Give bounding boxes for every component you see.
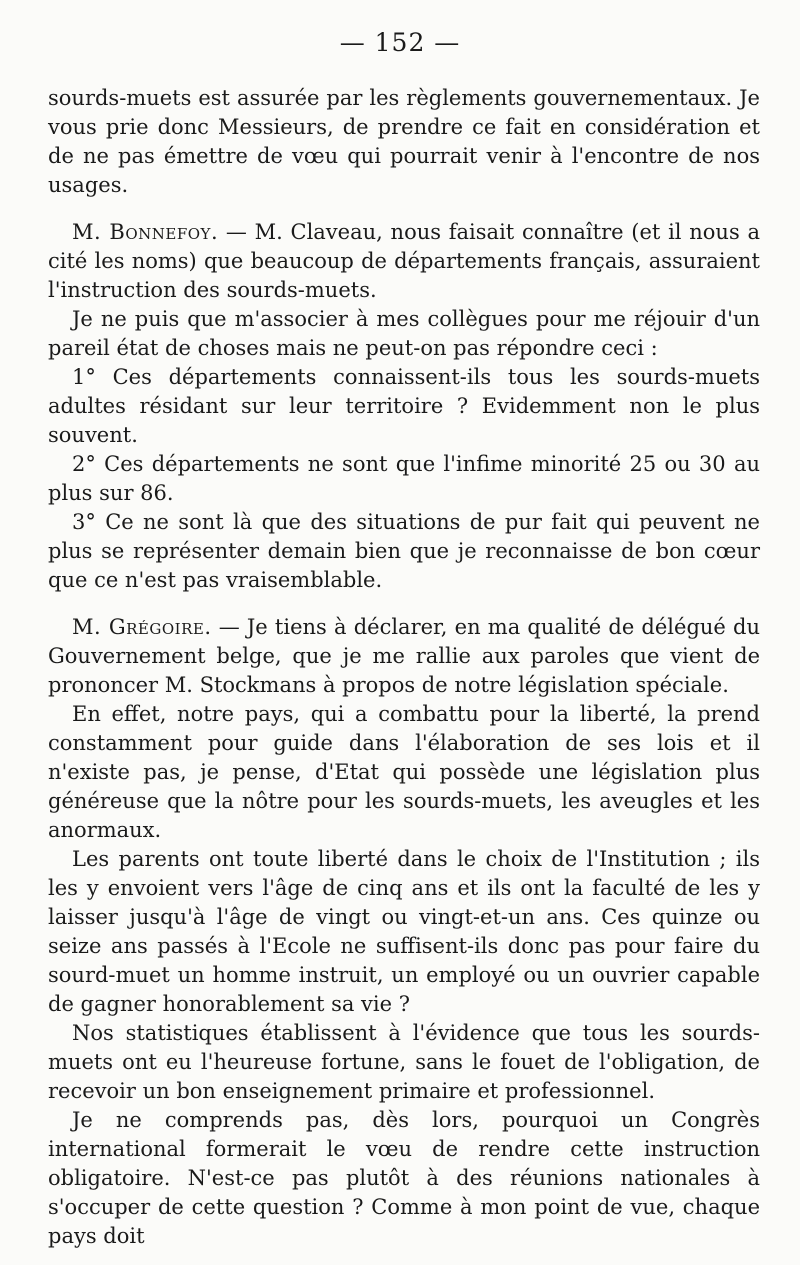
paragraph: Les parents ont toute liberté dans le choix de l'Institution ; ils les y envoient vers l'âge de cinq ans et ils ont la faculté de les y laisser jusqu'à l'âge de vingt ou vingt-et-un ans. Ces quinze ou seize ans passés à l'Ecole ne suffisent-ils donc pas pour faire du sourd-muet un homme instruit, un employé ou un ouvrier capable de gagner honorablement sa vie ? (48, 847, 760, 1016)
paragraph: Je ne comprends pas, dès lors, pourquoi un Congrès international formerait le vœu de rendre cette instruction obligatoire. N'est-ce pas plutôt à des réunions nationales à s'occuper de cette question ? Comme à mon point de vue, chaque pays doit (48, 1108, 760, 1248)
list-item: 1° Ces départements connaissent-ils tous les sourds-muets adultes résidant sur leur territoire ? Evidemment non le plus souvent. (48, 365, 760, 447)
paragraph: Je ne puis que m'associer à mes collègues pour me réjouir d'un pareil état de choses mais ne peut-on pas répondre ceci : (48, 307, 760, 360)
speech-text: — M. Claveau, nous faisait connaître (et il nous a cité les noms) que beaucoup de départements français, assuraient l'instruction des sourds-muets. (48, 220, 760, 302)
page-text (48, 84, 760, 1251)
speaker-name: M. Bonnefoy. (72, 220, 219, 244)
speech-text: — Je tiens à déclarer, en ma qualité de délégué du Gouvernement belge, que je me rallie aux paroles que vient de prononcer M. Stockmans à propos de notre législation spéciale. (48, 615, 761, 697)
paragraph: sourds-muets est assurée par les règlements gouvernementaux. Je vous prie donc Messieurs, de prendre ce fait en considération et de ne pas émettre de vœu qui pourrait venir à l'encontre de nos usages. (48, 86, 760, 197)
paragraph: Nos statistiques établissent à l'évidence que tous les sourds-muets ont eu l'heureuse fortune, sans le fouet de l'obligation, de recevoir un bon enseignement primaire et professionnel. (48, 1021, 760, 1103)
speaker-name: M. Grégoire. (72, 615, 212, 639)
speech-paragraph (48, 218, 760, 305)
page-number: — 152 — (339, 28, 461, 57)
paragraph: En effet, notre pays, qui a combattu pour la liberté, la prend constamment pour guide dans l'élaboration de ses lois et il n'existe pas, je pense, d'Etat qui possède une législation plus généreuse que la nôtre pour les sourds-muets, les aveugles et les anormaux. (48, 702, 760, 842)
list-item: 3° Ce ne sont là que des situations de pur fait qui peuvent ne plus se représenter demain bien que je reconnaisse de bon cœur que ce n'est pas vraisemblable. (48, 510, 760, 592)
speech-paragraph (48, 613, 760, 700)
list-item: 2° Ces départements ne sont que l'infime minorité 25 ou 30 au plus sur 86. (48, 452, 760, 505)
